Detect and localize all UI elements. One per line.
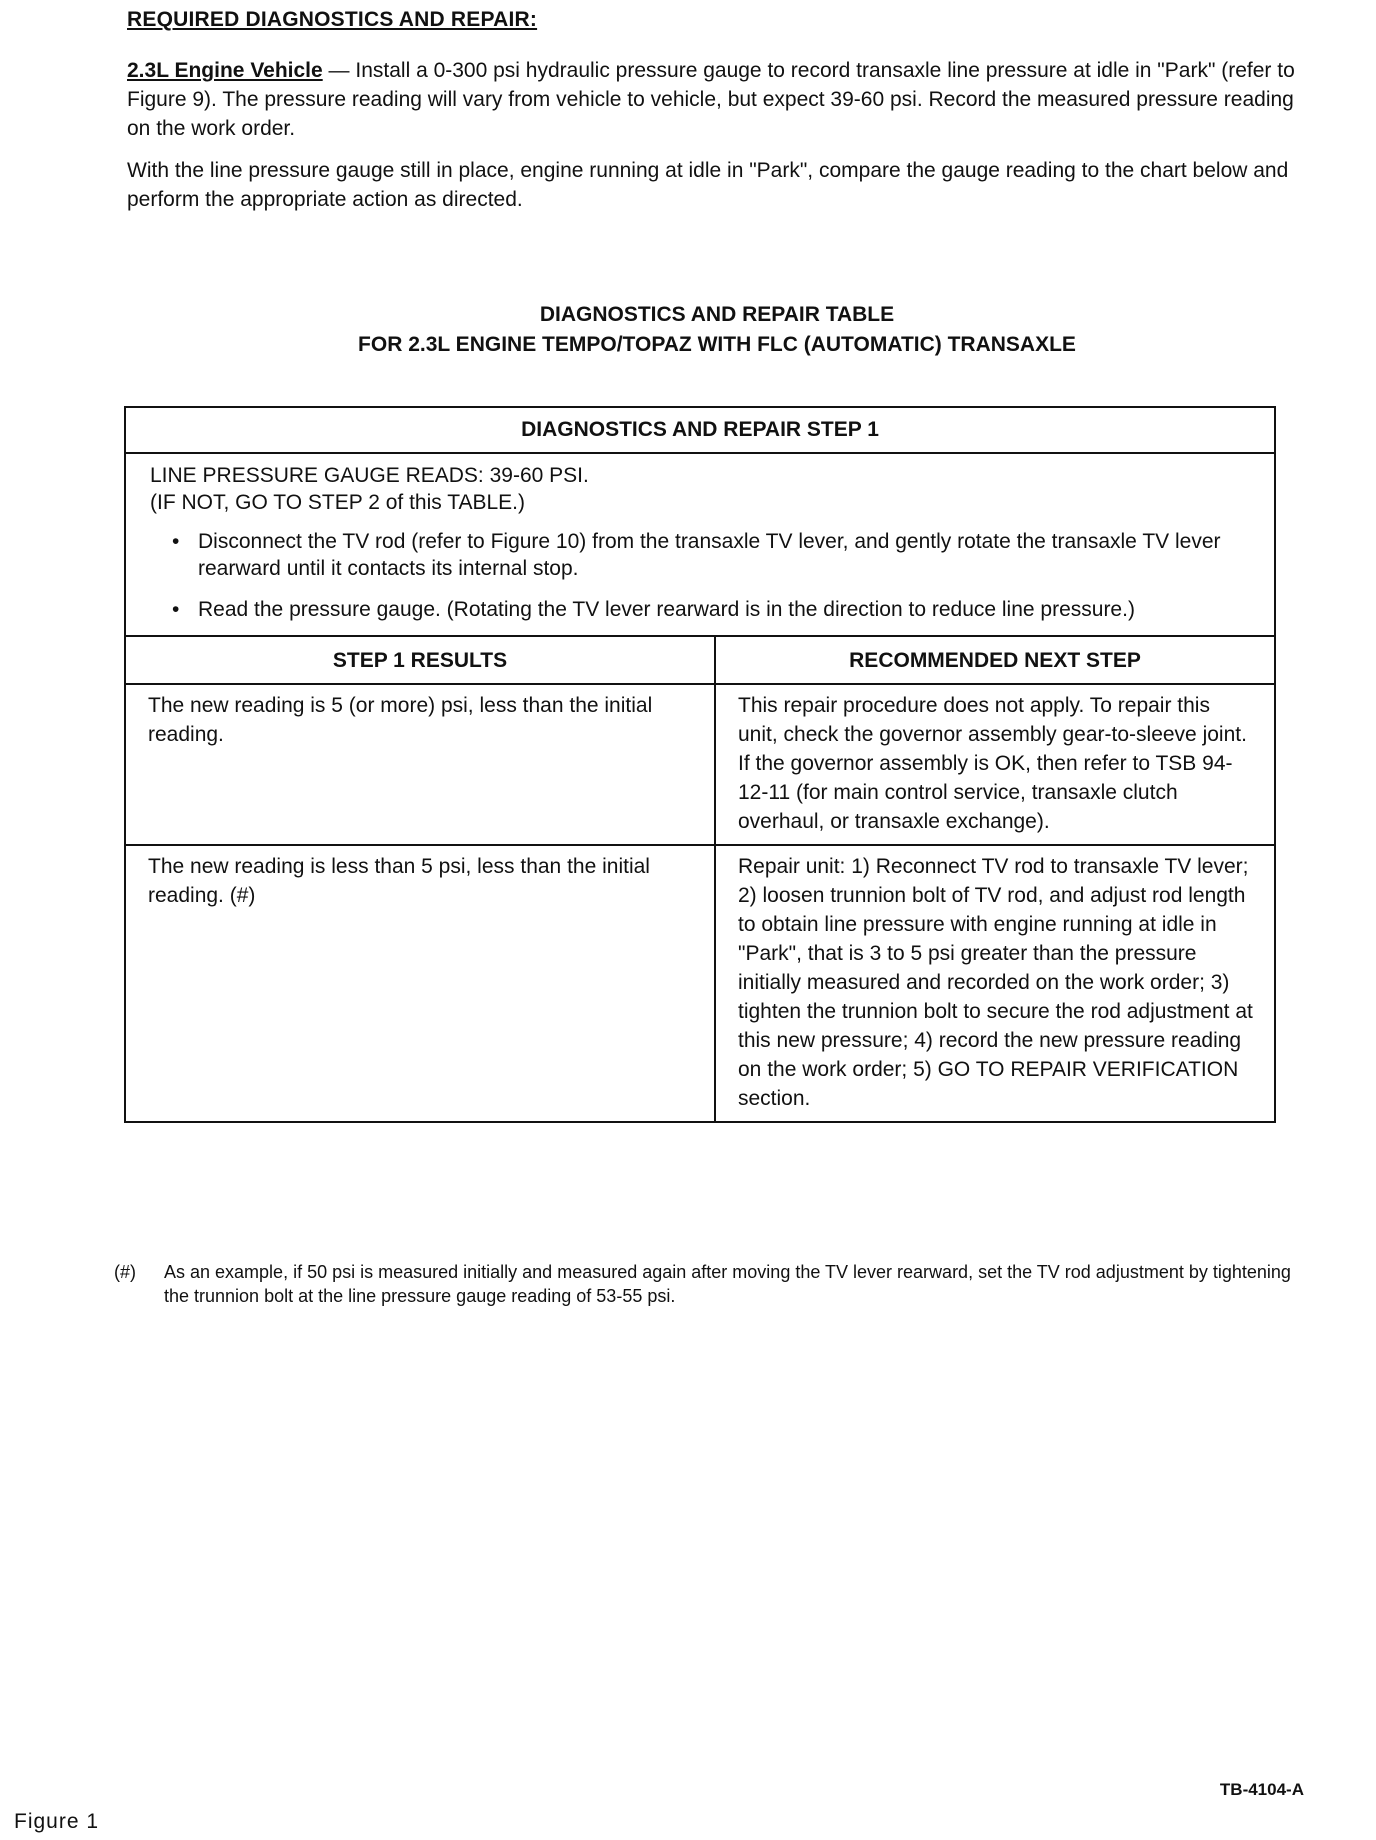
step-body [126,454,1274,637]
column-header-results: STEP 1 RESULTS [126,637,716,685]
list-item [150,596,1250,623]
results-grid [126,637,1274,1121]
column-header-next-step: RECOMMENDED NEXT STEP [716,637,1274,685]
footnote-text: As an example, if 50 psi is measured initially and measured again after moving the TV lever rearward, set the TV rod adjustment by tightening the trunnion bolt at the line pressure gauge reading of 53-55 psi. [164,1262,1291,1306]
condition-line-2: (IF NOT, GO TO STEP 2 of this TABLE.) [150,491,525,514]
bullet-icon: • [172,598,180,621]
instruction-paragraph: With the line pressure gauge still in place, engine running at idle in "Park", compare the gauge reading to the chart below and perform the appropriate action as directed. [127,159,1289,211]
list-item-text: Disconnect the TV rod (refer to Figure 10) from the transaxle TV lever, and gently rotate the transaxle TV lever rearward until it contacts its internal stop. [198,530,1221,580]
footnote [114,1260,1294,1308]
figure-label: Figure 1 [14,1810,100,1833]
list-item-text: Read the pressure gauge. (Rotating the TV lever rearward is in the direction to reduce line pressure.) [198,598,1135,621]
bullet-icon: • [172,530,180,553]
table-title-line2: FOR 2.3L ENGINE TEMPO/TOPAZ WITH FLC (AUTOMATIC) TRANSAXLE [358,333,1076,356]
section-heading: REQUIRED DIAGNOSTICS AND REPAIR: [127,8,538,31]
table-title [127,300,1307,360]
result-cell: The new reading is less than 5 psi, less than the initial reading. (#) [126,846,716,1121]
table-title-line1: DIAGNOSTICS AND REPAIR TABLE [539,303,895,326]
step-header: DIAGNOSTICS AND REPAIR STEP 1 [126,408,1274,454]
intro-paragraph [127,56,1307,143]
list-item [150,528,1250,582]
footnote-mark: (#) [114,1262,136,1282]
diagnostics-table [124,406,1276,1123]
result-cell: The new reading is 5 (or more) psi, less than the initial reading. [126,685,716,846]
intro-lead: 2.3L Engine Vehicle [127,59,323,82]
document-number: TB-4104-A [1219,1780,1304,1799]
condition-line-1: LINE PRESSURE GAUGE READS: 39-60 PSI. [150,464,589,487]
next-step-cell: This repair procedure does not apply. To repair this unit, check the governor assembly gear-to-sleeve joint. If the governor assembly is OK, then refer to TSB 94-12-11 (for main control service, transaxle clutch overhaul, or transaxle exchange). [716,685,1274,846]
instruction-list [150,528,1250,623]
intro-text: — Install a 0-300 psi hydraulic pressure gauge to record transaxle line pressure at idle in "Park" (refer to Figure 9). The pressure reading will vary from vehicle to vehicle, but expect 39-60 psi. Record the measured pressure reading on the work order. [127,59,1295,140]
next-step-cell: Repair unit: 1) Reconnect TV rod to transaxle TV lever; 2) loosen trunnion bolt of TV rod, and adjust rod length to obtain line pressure with engine running at idle in "Park", that is 3 to 5 psi greater than the pressure initially measured and recorded on the work order; 3) tighten the trunnion bolt to secure the rod adjustment at this new pressure; 4) record the new pressure reading on the work order; 5) GO TO REPAIR VERIFICATION section. [738,855,1253,1110]
